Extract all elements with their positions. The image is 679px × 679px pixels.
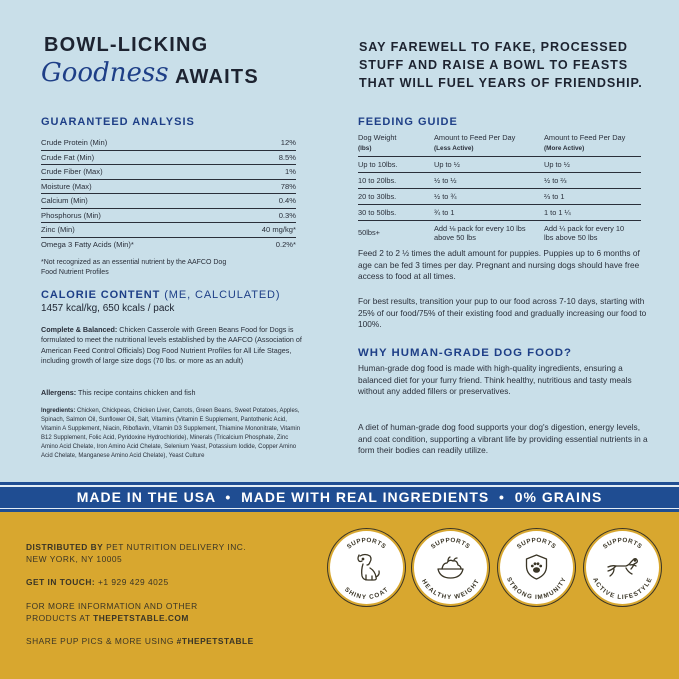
svg-text:ACTIVE LIFESTYLE [591, 577, 654, 601]
feeding-cell: 20 to 30lbs. [358, 189, 434, 205]
svg-text:SUPPORTS [346, 537, 388, 551]
why-paragraph-1: Human-grade dog food is made with high-quality ingredients, ensuring a balanced diet for your furry friend. Think healthy, nutritious and tasty meals without any added fillers or preservatives. [358, 363, 632, 397]
contact-phone: GET IN TOUCH: +1 929 429 4025 [26, 577, 169, 587]
badge-top-label: SUPPORTS [515, 536, 558, 551]
feeding-row [358, 205, 641, 221]
analysis-label: Phosphorus (Min) [41, 210, 101, 220]
feeding-cell: 1 to 1 ¼ [544, 205, 641, 221]
feeding-row [358, 221, 641, 245]
feeding-header: Dog Weight (lbs) [358, 131, 434, 157]
analysis-value: 12% [280, 138, 296, 148]
badge-strong-immunity [500, 531, 573, 604]
allergens-statement: Allergens: This recipe contains chicken and fish [41, 388, 196, 397]
badge-healthy-weight [414, 531, 487, 604]
feeding-cell: ½ to ¾ [434, 189, 544, 205]
running-dog-icon [608, 559, 637, 576]
analysis-value: 0.2%* [275, 240, 296, 250]
svg-text:SUPPORTS [516, 537, 558, 551]
complete-balanced-statement: Complete & Balanced: Chicken Casserole with Green Beans Food for Dogs is formulated to meet the nutritional levels established by the AAFCO (Association of American Feed Control Officials) Dog Food Nutrient Profiles for All Life Stages, including growth of large size dogs (70 lbs. or more as an adult) [41, 325, 302, 365]
svg-text:STRONG IMMUNITY [505, 576, 568, 601]
feeding-cell: Up to ½ [434, 157, 544, 173]
analysis-value: 40 mg/kg* [261, 225, 296, 235]
badge-top-label: SUPPORTS [429, 536, 472, 551]
badge-bottom-label: STRONG IMMUNITY [505, 576, 568, 602]
analysis-row [41, 209, 296, 224]
feeding-row [358, 157, 641, 173]
aafco-note: *Not recognized as an essential nutrient by the AAFCO Dog Food Nutrient Profiles [41, 259, 227, 276]
analysis-row [41, 180, 296, 195]
analysis-label: Calcium (Min) [41, 196, 88, 206]
headline-line1: BOWL-LICKING [44, 34, 209, 56]
tagline: SAY FAREWELL TO FAKE, PROCESSED STUFF AND RAISE A BOWL TO FEASTS THAT WILL FUEL YEARS OF FRIENDSHIP. [359, 40, 643, 90]
analysis-value: 0.4% [278, 196, 296, 206]
badge-top-label: SUPPORTS [345, 536, 388, 551]
feeding-cell: 50lbs+ [358, 228, 380, 238]
feeding-cell: ½ to ⅔ [544, 173, 641, 189]
feeding-cell: 30 to 50lbs. [358, 205, 434, 221]
why-paragraph-2: A diet of human-grade dog food supports your dog's digestion, energy levels, and coat condition, supporting a vibrant life by providing essential nutrients in a form their bodies can readily utilize. [358, 422, 648, 456]
feeding-guide-table [358, 131, 641, 245]
feeding-cell: ¾ to 1 [434, 205, 544, 221]
analysis-label: Crude Fat (Min) [41, 152, 95, 162]
feeding-guide-title: FEEDING GUIDE [358, 116, 458, 128]
analysis-row [41, 194, 296, 209]
ingredients-list: Ingredients: Chicken, Chickpeas, Chicken Liver, Carrots, Green Beans, Sweet Potatoes, Apples, Spinach, Salmon Oil, Sunflower Oil, Salt, Vitamins (Vitamin E Supplement, Pantothenic Acid, Vitamin A Supplement, Niacin, Riboflavin, Vitamin D3 Supplement, Thiamine Mononitrate, Vitamin B12 Supplement, Folic Acid, Pyridoxine Hydrochloride), Minerals (Tricalcium Phosphate, Zinc Amino Acid Chelate, Iron Amino Acid Chelate, Selenium Yeast, Potassium Iodide, Copper Amino Acid Chelate, Manganese Amino Acid Chelate), Yeast Culture [41, 408, 301, 460]
svg-text:HEALTHY WEIGHT [420, 578, 481, 601]
why-human-grade-title: WHY HUMAN-GRADE DOG FOOD? [358, 347, 572, 359]
feeding-cell: 10 to 20lbs. [358, 173, 434, 189]
analysis-row [41, 223, 296, 238]
feeding-row [358, 189, 641, 205]
feeding-cell: ⅔ to 1 [544, 189, 641, 205]
distributor-info: DISTRIBUTED BY PET NUTRITION DELIVERY INC. NEW YORK, NY 10005 [26, 542, 247, 564]
feeding-cell: Up to ½ [544, 157, 641, 173]
analysis-label: Crude Protein (Min) [41, 138, 108, 148]
calorie-content-value: 1457 kcal/kg, 650 kcals / pack [41, 303, 175, 314]
claims-banner-text: MADE IN THE USA • MADE WITH REAL INGREDIENTS • 0% GRAINS [76, 489, 603, 505]
analysis-value: 8.5% [278, 152, 296, 162]
feeding-cell: Add ¼ pack for every 10 lbs above 50 lbs [544, 223, 625, 242]
website-link[interactable]: THEPETSTABLE.COM [93, 612, 189, 623]
guaranteed-analysis-title: GUARANTEED ANALYSIS [41, 116, 195, 128]
guaranteed-analysis-table [41, 136, 296, 252]
analysis-value: 0.3% [278, 210, 296, 220]
analysis-row [41, 165, 296, 180]
analysis-value: 78% [280, 181, 296, 191]
feeding-cell: Up to 10lbs. [358, 157, 434, 173]
analysis-row [41, 238, 296, 253]
feeding-header: Amount to Feed Per Day (More Active) [544, 131, 641, 157]
badge-bottom-label: ACTIVE LIFESTYLE [591, 576, 654, 602]
feeding-row [358, 173, 641, 189]
share-hashtag: SHARE PUP PICS & MORE USING #THEPETSTABLE [26, 636, 254, 646]
badge-active-lifestyle [586, 531, 659, 604]
analysis-label: Crude Fiber (Max) [41, 167, 103, 177]
badge-top-label: SUPPORTS [601, 536, 644, 551]
feeding-cell: Add ⅛ pack for every 10 lbs above 50 lbs [434, 223, 526, 242]
svg-text:SHINY COAT [343, 586, 390, 601]
headline-script: Goodness [41, 58, 169, 88]
badge-bottom-label: HEALTHY WEIGHT [420, 578, 481, 602]
puppy-feeding-note: Feed 2 to 2 ½ times the adult amount for puppies. Puppies up to 6 months of age can be fed 3 times per day. Pregnant and nursing dogs should have free access to food at all times. [358, 248, 640, 282]
food-bowl-icon [438, 557, 463, 578]
analysis-label: Zinc (Min) [41, 225, 75, 235]
transition-note: For best results, transition your pup to our food across 7-10 days, starting with 25% of our food/75% of their existing food and gradually increasing our food to 100%. [358, 296, 647, 330]
paw-shield-icon [527, 555, 547, 579]
analysis-row [41, 136, 296, 151]
feeding-header: Amount to Feed Per Day (Less Active) [434, 131, 544, 157]
analysis-label: Moisture (Max) [41, 181, 92, 191]
calorie-content-title: CALORIE CONTENT (ME, CALCULATED) [41, 289, 281, 301]
svg-text:SUPPORTS [430, 537, 472, 551]
claims-banner [0, 482, 679, 512]
analysis-label: Omega 3 Fatty Acids (Min)* [41, 240, 134, 250]
svg-text:SUPPORTS [602, 537, 644, 551]
dog-sitting-icon [358, 555, 379, 581]
feeding-cell: ½ to ½ [434, 173, 544, 189]
headline-line2: AWAITS [175, 66, 259, 88]
analysis-row [41, 151, 296, 166]
badge-shiny-coat [330, 531, 403, 604]
analysis-value: 1% [285, 167, 296, 177]
more-info: FOR MORE INFORMATION AND OTHER PRODUCTS AT THEPETSTABLE.COM [26, 601, 198, 623]
badge-bottom-label: SHINY COAT [343, 586, 390, 602]
